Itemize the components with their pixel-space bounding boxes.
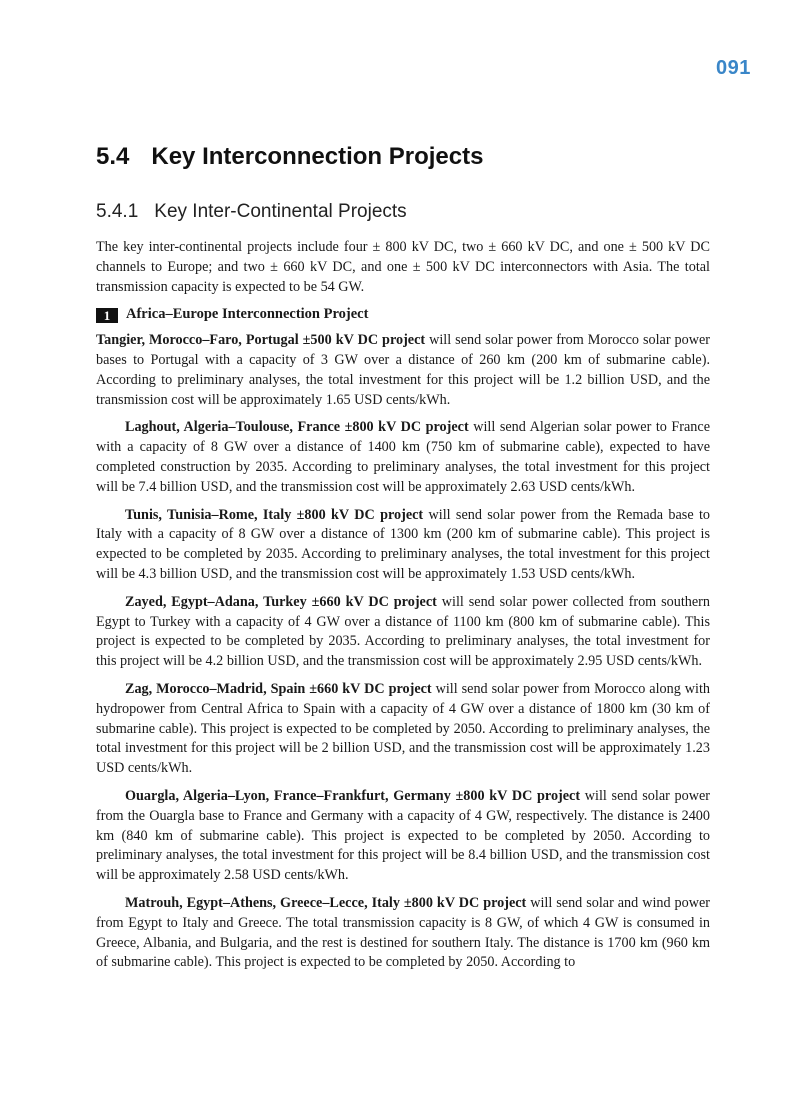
section-heading <box>96 143 483 171</box>
project-description: will send solar power from the Ouargla base to France and Germany with a capacity of 4 GW, respectively. The distance is 2400 km (840 km of submarine cable). This project is expected to be completed by 2050. According to preliminary analyses, the total investment for this project will be 8.4 billion USD, and the transmission cost will be approximately 2.58 USD cents/kWh. <box>96 787 710 884</box>
subsection-number: 5.4.1 <box>96 201 139 222</box>
project-paragraph <box>96 680 710 779</box>
project-name: Zayed, Egypt–Adana, Turkey ±660 kV DC project <box>125 593 437 610</box>
project-description: will send Algerian solar power to France with a capacity of 8 GW over a distance of 1400 km (750 km of submarine cable), expected to have completed construction by 2035. According to preliminary analyses, the total investment for this project will be 7.4 billion USD, and the transmission cost will be approximately 2.63 USD cents/kWh. <box>96 419 710 495</box>
project-name: Ouargla, Algeria–Lyon, France–Frankfurt, Germany ±800 kV DC project <box>125 787 581 804</box>
project-name: Matrouh, Egypt–Athens, Greece–Lecce, Italy ±800 kV DC project <box>125 894 527 911</box>
subsection-title: Key Inter-Continental Projects <box>154 201 407 222</box>
project-description: will send solar power collected from southern Egypt to Turkey with a capacity of 4 GW over a distance of 1100 km (800 km of submarine cable). This project is expected to be completed by 2035. According to preliminary analyses, the total investment for this project will be 4.2 billion USD, and the transmission cost will be approximately 2.95 USD cents/kWh. <box>96 593 710 670</box>
project-paragraph <box>96 331 710 410</box>
project-description: will send solar power from Morocco solar power bases to Portugal with a capacity of 3 GW over a distance of 260 km (200 km of submarine cable). According to preliminary analyses, the total investment for this project will be 1.2 billion USD, and the transmission cost will be approximately 1.65 USD cents/kWh. <box>96 332 710 408</box>
subsection-label-title: Africa–Europe Interconnection Project <box>126 306 369 323</box>
project-paragraph <box>96 787 710 886</box>
project-description: will send solar power from Morocco along with hydropower from Central Africa to Spain with a capacity of 4 GW over a distance of 1800 km (30 km of submarine cable). This project is expected to be completed by 2050. According to preliminary analyses, the total investment for this project will be 2 billion USD, and the transmission cost will be approximately 1.23 USD cents/kWh. <box>96 680 710 777</box>
project-paragraph <box>96 418 710 497</box>
project-name: Laghout, Algeria–Toulouse, France ±800 kV DC project <box>125 419 469 436</box>
project-name: Tangier, Morocco–Faro, Portugal ±500 kV DC project <box>96 332 426 349</box>
project-description: will send solar and wind power from Egypt to Italy and Greece. The total transmission capacity is 8 GW, of which 4 GW is consumed in Greece, Albania, and Bulgaria, and the rest is destined for southern Italy. The distance is 1700 km (960 km of submarine cable). This project is expected to be completed by 2050. According to <box>96 894 710 971</box>
project-paragraph <box>96 506 710 585</box>
project-description: will send solar power from the Remada base to Italy with a capacity of 8 GW over a distance of 1300 km (200 km of submarine cable). This project is expected to be completed by 2035. According to preliminary analyses, the total investment for this project will be 4.3 billion USD, and the transmission cost will be approximately 1.53 USD cents/kWh. <box>96 506 710 582</box>
body-text <box>96 238 710 981</box>
subsection-heading <box>96 201 407 223</box>
number-badge: 1 <box>96 308 118 323</box>
project-name: Zag, Morocco–Madrid, Spain ±660 kV DC project <box>125 680 432 697</box>
page-number: 091 <box>716 57 751 79</box>
subsection-label <box>96 305 710 325</box>
intro-paragraph: The key inter-continental projects include four ± 800 kV DC, two ± 660 kV DC, and one ± 500 kV DC channels to Europe; and two ± 660 kV DC, and one ± 500 kV DC interconnectors with Asia. The total transmission capacity is expected to be 54 GW. <box>96 239 710 295</box>
project-paragraph <box>96 593 710 672</box>
project-paragraph <box>96 894 710 973</box>
section-title: Key Interconnection Projects <box>151 143 484 170</box>
project-name: Tunis, Tunisia–Rome, Italy ±800 kV DC project <box>125 506 424 523</box>
section-number: 5.4 <box>96 143 130 170</box>
